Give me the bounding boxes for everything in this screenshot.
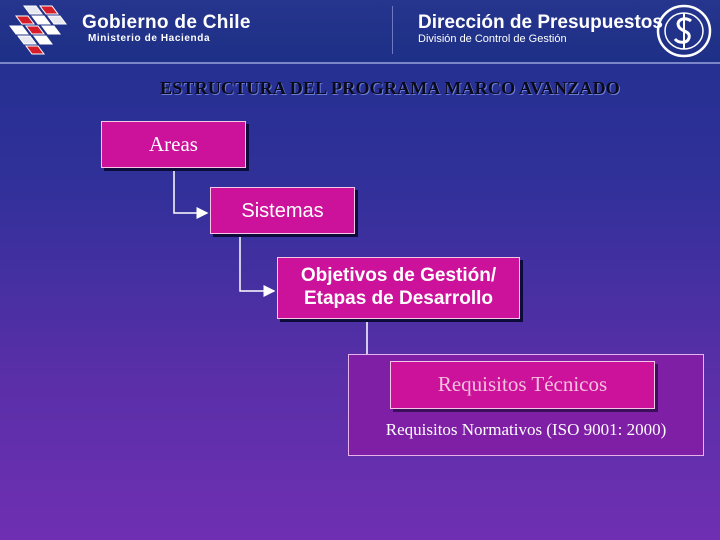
directorate-name: Dirección de Presupuestos [418, 12, 663, 33]
node-objetivos-line2: Etapas de Desarrollo [303, 288, 493, 309]
node-sistemas: Sistemas [210, 187, 355, 234]
page-title: ESTRUCTURA DEL PROGRAMA MARCO AVANZADO [160, 78, 620, 98]
node-requisitos-normativos: Requisitos Normativos (ISO 9001: 2000) [385, 420, 667, 439]
connector-sistemas-objetivos [240, 234, 274, 291]
node-requisitos-tecnicos: Requisitos Técnicos [390, 361, 655, 409]
node-objetivos [277, 257, 520, 319]
ministry-name: Ministerio de Hacienda [88, 33, 211, 44]
node-objetivos-line1: Objetivos de Gestión/ [300, 265, 497, 287]
connector-areas-sistemas [174, 168, 207, 213]
node-areas: Areas [101, 121, 246, 168]
division-name: División de Control de Gestión [418, 33, 567, 45]
org-name: Gobierno de Chile [82, 12, 251, 33]
